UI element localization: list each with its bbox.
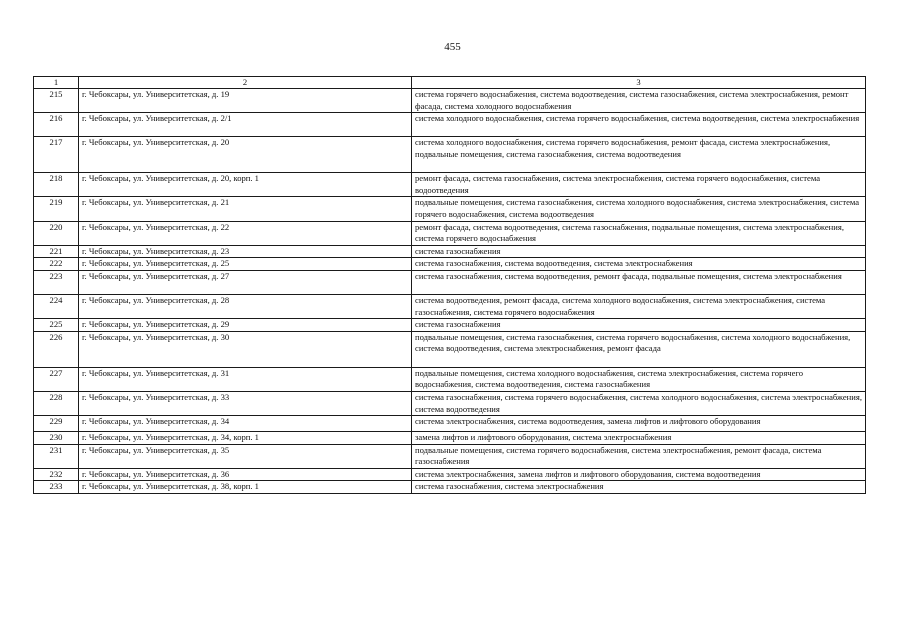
row-works: система газоснабжения, система горячего водоснабжения, система холодного водоснабжения, система электроснабжения, система водоотведения	[412, 391, 866, 415]
row-address: г. Чебоксары, ул. Университетская, д. 28	[79, 294, 412, 318]
row-works: система электроснабжения, замена лифтов и лифтового оборудования, система водоотведения	[412, 468, 866, 481]
row-works: система горячего водоснабжения, система водоотведения, система газоснабжения, система электроснабжения, ремонт фасада, система холодного водоснабжения	[412, 89, 866, 113]
row-works: ремонт фасада, система газоснабжения, система электроснабжения, система горячего водоснабжения, система водоотведения	[412, 173, 866, 197]
row-address: г. Чебоксары, ул. Университетская, д. 31	[79, 367, 412, 391]
column-header-number: 1	[34, 77, 79, 89]
row-works: система холодного водоснабжения, система горячего водоснабжения, система водоотведения, система электроснабжения	[412, 113, 866, 137]
table-row	[34, 137, 866, 173]
row-number: 223	[34, 270, 79, 294]
table-row	[34, 258, 866, 271]
row-number: 226	[34, 331, 79, 367]
row-works: подвальные помещения, система горячего водоснабжения, система электроснабжения, ремонт фасада, система газоснабжения	[412, 444, 866, 468]
row-number: 219	[34, 197, 79, 221]
row-number: 232	[34, 468, 79, 481]
row-number: 233	[34, 481, 79, 494]
row-address: г. Чебоксары, ул. Университетская, д. 21	[79, 197, 412, 221]
row-number: 216	[34, 113, 79, 137]
row-works: система холодного водоснабжения, система горячего водоснабжения, ремонт фасада, система электроснабжения, подвальные помещения, система газоснабжения, система водоотведения	[412, 137, 866, 173]
row-works: подвальные помещения, система газоснабжения, система горячего водоснабжения, система холодного водоснабжения, система водоотведения, система электроснабжения, ремонт фасада	[412, 331, 866, 367]
row-number: 222	[34, 258, 79, 271]
table-row	[34, 481, 866, 494]
row-number: 227	[34, 367, 79, 391]
row-address: г. Чебоксары, ул. Университетская, д. 2/1	[79, 113, 412, 137]
row-address: г. Чебоксары, ул. Университетская, д. 35	[79, 444, 412, 468]
table-row	[34, 391, 866, 415]
row-number: 225	[34, 319, 79, 332]
table-row	[34, 367, 866, 391]
table-row	[34, 113, 866, 137]
row-works: система водоотведения, ремонт фасада, система холодного водоснабжения, система электроснабжения, система газоснабжения, система горячего водоснабжения	[412, 294, 866, 318]
row-address: г. Чебоксары, ул. Университетская, д. 22	[79, 221, 412, 245]
row-works: подвальные помещения, система газоснабжения, система холодного водоснабжения, система электроснабжения, система горячего водоснабжения, система водоотведения	[412, 197, 866, 221]
table-row	[34, 221, 866, 245]
row-address: г. Чебоксары, ул. Университетская, д. 27	[79, 270, 412, 294]
row-number: 218	[34, 173, 79, 197]
row-address: г. Чебоксары, ул. Университетская, д. 36	[79, 468, 412, 481]
row-address: г. Чебоксары, ул. Университетская, д. 30	[79, 331, 412, 367]
column-header-address: 2	[79, 77, 412, 89]
row-number: 224	[34, 294, 79, 318]
row-address: г. Чебоксары, ул. Университетская, д. 29	[79, 319, 412, 332]
row-address: г. Чебоксары, ул. Университетская, д. 33	[79, 391, 412, 415]
row-works: система газоснабжения, система водоотведения, ремонт фасада, подвальные помещения, система электроснабжения	[412, 270, 866, 294]
header-row	[34, 77, 866, 89]
row-address: г. Чебоксары, ул. Университетская, д. 34, корп. 1	[79, 432, 412, 445]
row-number: 228	[34, 391, 79, 415]
row-number: 217	[34, 137, 79, 173]
row-works: ремонт фасада, система водоотведения, система газоснабжения, подвальные помещения, система электроснабжения, система горячего водоснабжения	[412, 221, 866, 245]
row-address: г. Чебоксары, ул. Университетская, д. 20, корп. 1	[79, 173, 412, 197]
row-address: г. Чебоксары, ул. Университетская, д. 19	[79, 89, 412, 113]
row-number: 229	[34, 416, 79, 432]
table-row	[34, 331, 866, 367]
row-works: подвальные помещения, система холодного водоснабжения, система электроснабжения, система горячего водоснабжения, система водоотведения, система газоснабжения	[412, 367, 866, 391]
page-number: 455	[444, 41, 461, 53]
table-row	[34, 432, 866, 445]
table-row	[34, 173, 866, 197]
row-works: система газоснабжения, система водоотведения, система электроснабжения	[412, 258, 866, 271]
row-number: 231	[34, 444, 79, 468]
works-table	[33, 76, 866, 494]
table-row	[34, 89, 866, 113]
row-works: система газоснабжения	[412, 319, 866, 332]
table-row	[34, 197, 866, 221]
row-address: г. Чебоксары, ул. Университетская, д. 38, корп. 1	[79, 481, 412, 494]
row-address: г. Чебоксары, ул. Университетская, д. 34	[79, 416, 412, 432]
row-number: 220	[34, 221, 79, 245]
row-address: г. Чебоксары, ул. Университетская, д. 23	[79, 245, 412, 258]
row-address: г. Чебоксары, ул. Университетская, д. 20	[79, 137, 412, 173]
row-works: система газоснабжения, система электроснабжения	[412, 481, 866, 494]
row-number: 221	[34, 245, 79, 258]
row-number: 230	[34, 432, 79, 445]
table-row	[34, 245, 866, 258]
row-number: 215	[34, 89, 79, 113]
table-row	[34, 468, 866, 481]
table-row	[34, 444, 866, 468]
table-row	[34, 294, 866, 318]
row-works: система электроснабжения, система водоотведения, замена лифтов и лифтового оборудования	[412, 416, 866, 432]
row-address: г. Чебоксары, ул. Университетская, д. 25	[79, 258, 412, 271]
column-header-works: 3	[412, 77, 866, 89]
table-row	[34, 319, 866, 332]
table-row	[34, 416, 866, 432]
table-row	[34, 270, 866, 294]
row-works: замена лифтов и лифтового оборудования, система электроснабжения	[412, 432, 866, 445]
row-works: система газоснабжения	[412, 245, 866, 258]
